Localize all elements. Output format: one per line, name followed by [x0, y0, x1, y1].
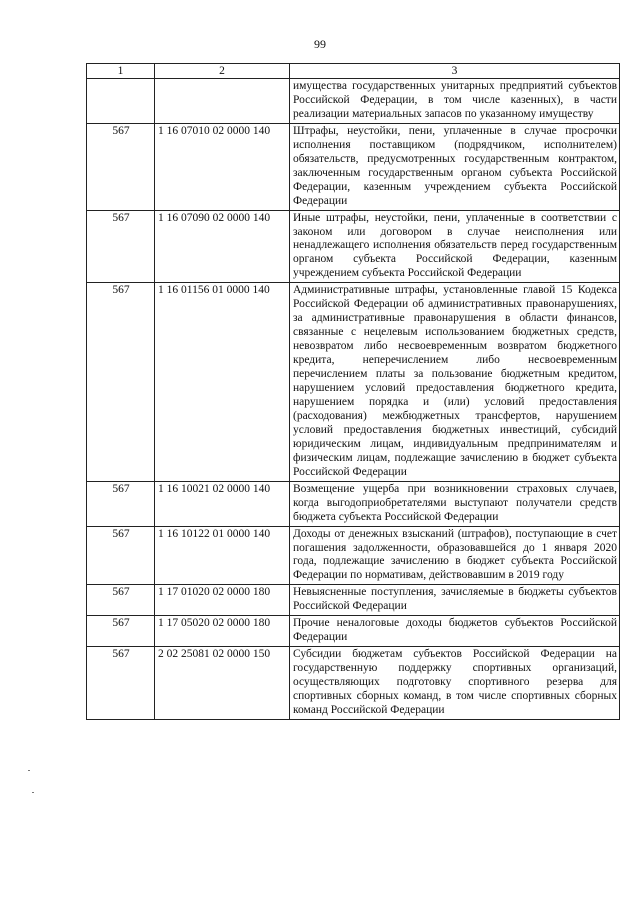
table-row [87, 283, 620, 481]
revenue-description-cell: Возмещение ущерба при возникновении страховых случаев, когда выгодоприобретателями выступают получатели средств бюджета субъекта Российской Федерации [290, 481, 620, 526]
revenue-code-cell: 1 16 10021 02 0000 140 [155, 481, 290, 526]
admin-code-cell: 567 [87, 616, 155, 647]
table-row [87, 210, 620, 283]
column-header-2: 2 [155, 64, 290, 79]
scan-speck [32, 792, 34, 793]
revenue-code-cell: 1 17 01020 02 0000 180 [155, 585, 290, 616]
admin-code-cell: 567 [87, 526, 155, 585]
revenue-description-cell: Доходы от денежных взысканий (штрафов), поступающие в счет погашения задолженности, образовавшейся до 1 января 2020 года, подлежащие зачислению в бюджет субъекта Российской Федерации по нормативам, действовавшим в 2019 году [290, 526, 620, 585]
admin-code-cell: 567 [87, 481, 155, 526]
budget-classification-table [86, 63, 620, 720]
table-row [87, 481, 620, 526]
table-header-row [87, 64, 620, 79]
revenue-code-cell: 1 17 05020 02 0000 180 [155, 616, 290, 647]
table-row [87, 616, 620, 647]
admin-code-cell [87, 79, 155, 124]
admin-code-cell: 567 [87, 283, 155, 481]
table-row [87, 123, 620, 210]
admin-code-cell: 567 [87, 123, 155, 210]
revenue-code-cell: 1 16 10122 01 0000 140 [155, 526, 290, 585]
table-row [87, 585, 620, 616]
revenue-code-cell [155, 79, 290, 124]
table-row [87, 526, 620, 585]
revenue-description-cell: Иные штрафы, неустойки, пени, уплаченные в соответствии с законом или договором в случае неисполнения или ненадлежащего исполнения обязательств перед государственным органом субъекта Российской Федерации, казенным учреждением субъекта Российской Федерации [290, 210, 620, 283]
admin-code-cell: 567 [87, 585, 155, 616]
revenue-code-cell: 1 16 07090 02 0000 140 [155, 210, 290, 283]
revenue-code-cell: 1 16 01156 01 0000 140 [155, 283, 290, 481]
revenue-description-cell: Прочие неналоговые доходы бюджетов субъектов Российской Федерации [290, 616, 620, 647]
page-number: 99 [314, 37, 326, 51]
revenue-description-cell: Штрафы, неустойки, пени, уплаченные в случае просрочки исполнения поставщиком (подрядчиком, исполнителем) обязательств, предусмотренных государственным контрактом, заключенным государственным органом субъекта Российской Федерации, казенным учреждением субъекта Российской Федерации [290, 123, 620, 210]
revenue-code-cell: 2 02 25081 02 0000 150 [155, 647, 290, 720]
revenue-description-cell: Административные штрафы, установленные главой 15 Кодекса Российской Федерации об административных правонарушениях, за административные правонарушения в области финансов, связанные с нецелевым использованием бюджетных средств, невозвратом либо несвоевременным возвратом бюджетного кредита, неперечислением либо несвоевременным перечислением платы за пользование бюджетным кредитом, нарушением условий предоставления бюджетного кредита, нарушением порядка и (или) условий предоставления (расходования) межбюджетных трансфертов, нарушением условий предоставления бюджетных инвестиций, субсидий юридическим лицам, индивидуальным предпринимателям и физическим лицам, подлежащие зачислению в бюджет субъекта Российской Федерации [290, 283, 620, 481]
scan-speck [28, 770, 30, 771]
revenue-code-cell: 1 16 07010 02 0000 140 [155, 123, 290, 210]
column-header-1: 1 [87, 64, 155, 79]
revenue-description-cell: Невыясненные поступления, зачисляемые в бюджеты субъектов Российской Федерации [290, 585, 620, 616]
table-row [87, 79, 620, 124]
admin-code-cell: 567 [87, 647, 155, 720]
column-header-3: 3 [290, 64, 620, 79]
table-row [87, 647, 620, 720]
revenue-description-cell: имущества государственных унитарных предприятий субъектов Российской Федерации, в том числе казенных), в части реализации материальных запасов по указанному имуществу [290, 79, 620, 124]
admin-code-cell: 567 [87, 210, 155, 283]
revenue-description-cell: Субсидии бюджетам субъектов Российской Федерации на государственную поддержку спортивных организаций, осуществляющих подготовку спортивного резерва для спортивных сборных команд, в том числе спортивных сборных команд Российской Федерации [290, 647, 620, 720]
